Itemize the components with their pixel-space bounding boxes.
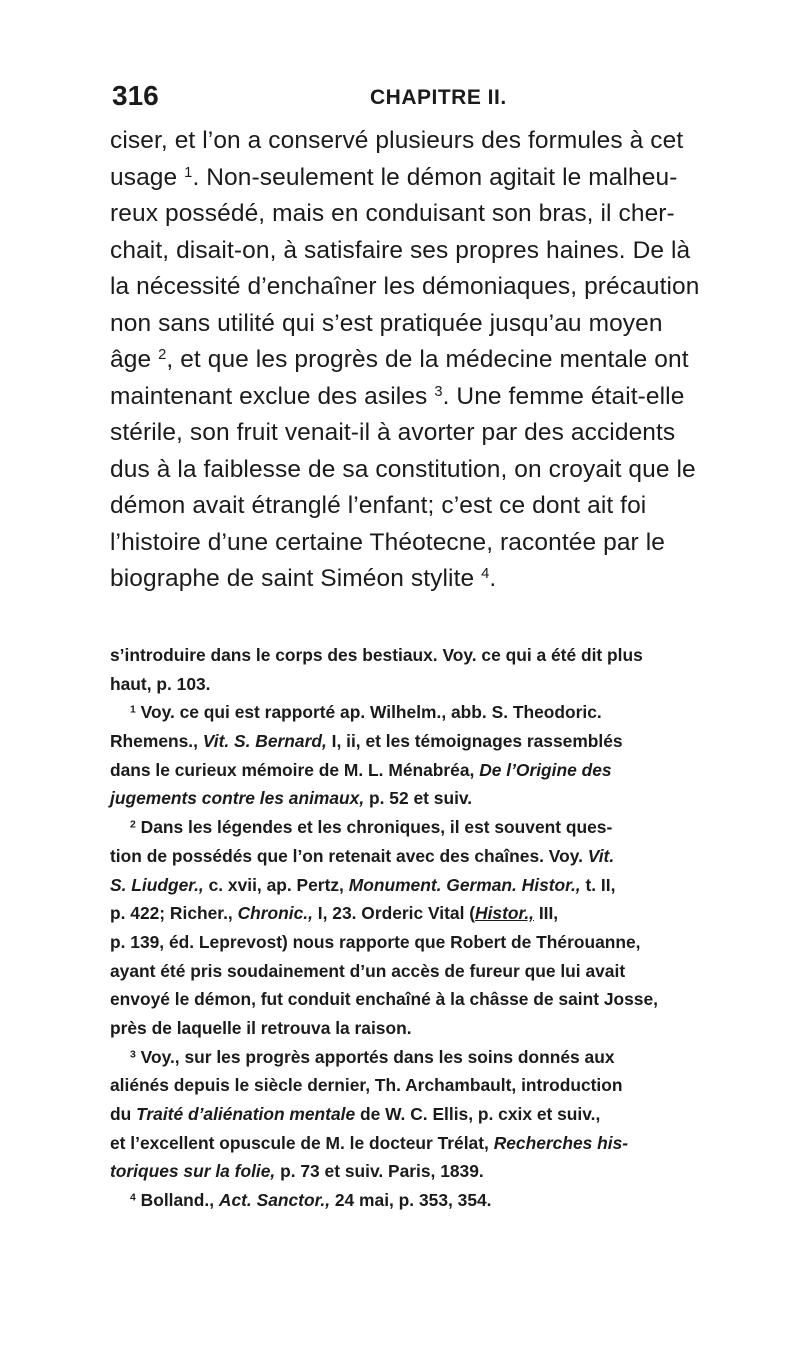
footnote-ref[interactable]: 1 [184,164,193,181]
text-line: non sans utilité qui s’est pratiquée jusqu’au moyen [110,309,663,337]
footnote-line: Rhemens., Vit. S. Bernard, I, ii, et les témoignages rassemblés [110,731,623,752]
footnote-line: ayant été pris soudainement d’un accès de fureur que lui avait [110,960,626,981]
footnote-line: dans le curieux mémoire de M. L. Ménabréa, De l’Origine des [110,759,612,780]
footnote-line: tion de possédés que l’on retenait avec des chaînes. Voy. Vit. [110,845,615,866]
main-text [110,123,750,598]
footnote-1: $^1$ Voy. ce qui est rapporté ap. Wilhelm., abb. S. Theodoric. [130,702,602,723]
text-line: démon avait étranglé l’enfant; c’est ce dont ait foi [110,492,647,519]
footnote-line: s’introduire dans le corps des bestiaux. Voy. ce qui a été dit plus [110,645,643,665]
text-line: stérile, son fruit venait-il à avorter par des accidents [110,419,676,446]
page-number: 316 [112,80,159,111]
footnote-line: toriques sur la folie, p. 73 et suiv. Paris, 1839. [110,1161,484,1182]
text-line: âge $^2$, et que les progrès de la médecine mentale ont [110,346,689,373]
footnote-line: et l’excellent opuscule de M. le docteur Trélat, Recherches his- [110,1132,629,1153]
text-line: ciser, et l’on a conservé plusieurs des formules à cet [110,127,684,154]
chapter-title: CHAPITRE II. [370,86,507,109]
footnote-line: jugements contre les animaux, p. 52 et suiv. [110,788,473,809]
footnote-line: près de laquelle il retrouva la raison. [110,1017,412,1038]
text-line: biographe de saint Siméon stylite $^4$. [110,565,497,592]
footnote-line: du Traité d’aliénation mentale de W. C. Ellis, p. cxix et suiv., [110,1104,601,1124]
text-line: reux possédé, mais en conduisant son bras, il cher- [110,200,675,227]
footnote-3: $^3$ Voy., sur les progrès apportés dans les soins donnés aux [130,1046,615,1067]
footnote-marker: 1 [130,704,136,716]
footnote-line: p. 422; Richer., Chronic., I, 23. Orderic Vital (Histor., III, [110,903,559,924]
text-line: usage $^1$. Non-seulement le démon agitait le malheu- [110,163,678,191]
running-header [112,80,732,120]
footnote-2: $^2$ Dans les légendes et les chroniques, il est souvent ques- [130,817,613,838]
text-line: dus à la faiblesse de sa constitution, on croyait que le [110,455,696,483]
footnote-line: S. Liudger., c. xvii, ap. Pertz, Monument. German. Histor., t. II, [110,874,616,895]
footnote-marker: 2 [130,819,136,831]
footnote-4: $^4$ Bolland., Act. Sanctor., 24 mai, p. 353, 354. [130,1190,492,1211]
footnote-line: envoyé le démon, fut conduit enchaîné à la châsse de saint Josse, [110,989,658,1010]
text-line: chait, disait-on, à satisfaire ses propres haines. De là [110,236,691,264]
footnote-ref[interactable]: 3 [434,383,443,400]
footnote-marker: 3 [130,1048,136,1060]
text-line: l’histoire d’une certaine Théotecne, racontée par le [110,528,665,556]
footnote-ref[interactable]: 4 [481,565,490,582]
footnote-line: p. 139, éd. Leprevost) nous rapporte que Robert de Thérouanne, [110,931,641,952]
footnote-line: haut, p. 103. [110,673,211,694]
text-line: maintenant exclue des asiles $^3$. Une femme était-elle [110,382,685,410]
footnotes [110,641,750,1215]
text-line: la nécessité d’enchaîner les démoniaques, précaution [110,273,700,300]
footnote-line: aliénés depuis le siècle dernier, Th. Archambault, introduction [110,1075,623,1096]
footnote-ref[interactable]: 2 [158,346,167,363]
footnote-marker: 4 [130,1192,136,1204]
